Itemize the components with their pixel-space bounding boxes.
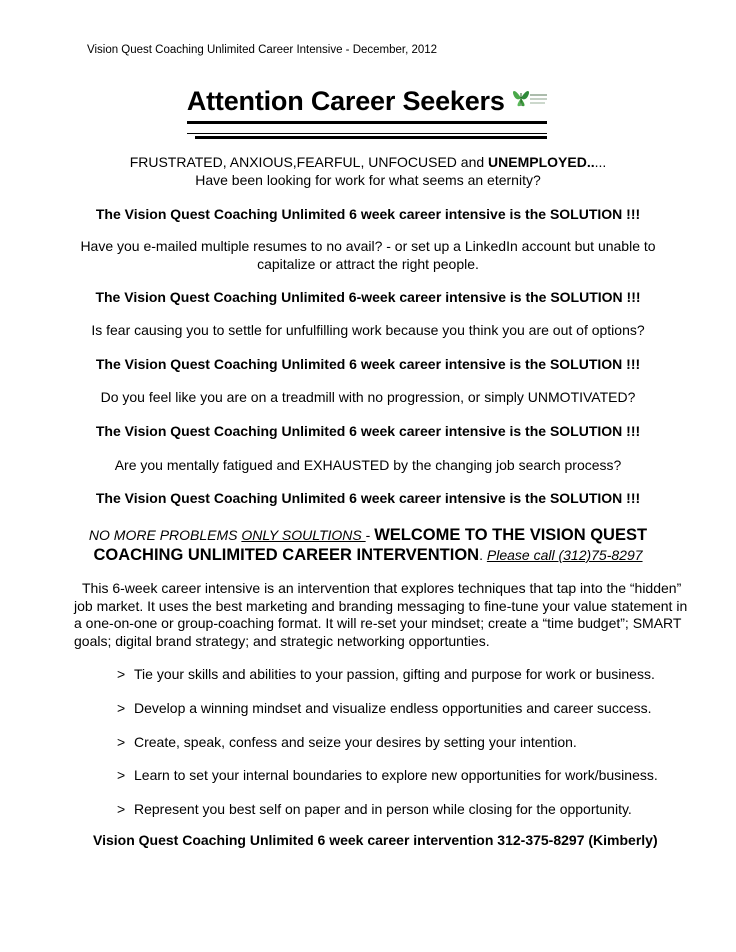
bullet-marker: >: [117, 801, 126, 817]
title-row: [0, 86, 736, 117]
bullet-item: [117, 665, 655, 683]
bullet-text: Create, speak, confess and seize your desires by setting your intention.: [134, 734, 577, 750]
welcome-heading-2: COACHING UNLIMITED CAREER INTERVENTION: [93, 546, 480, 564]
bullet-marker: >: [117, 666, 126, 682]
solution-statement-5: The Vision Quest Coaching Unlimited 6 week career intensive is the SOLUTION !!!: [95, 490, 641, 506]
bullet-text: Learn to set your internal boundaries to explore new opportunities for work/business.: [134, 767, 658, 783]
solution-statement-2: The Vision Quest Coaching Unlimited 6-week career intensive is the SOLUTION !!!: [95, 289, 641, 305]
bullet-item: [117, 766, 658, 784]
welcome-dash: -: [365, 527, 375, 543]
bullet-item: [117, 800, 632, 818]
question-2-line-1: Have you e-mailed multiple resumes to no avail? - or set up a LinkedIn account but unable to: [80, 238, 656, 254]
bullet-text: Tie your skills and abilities to your passion, gifting and purpose for work or business.: [134, 666, 655, 682]
question-5: Are you mentally fatigued and EXHAUSTED by the changing job search process?: [114, 457, 622, 473]
only-solutions-text: ONLY SOULTIONS: [241, 527, 366, 543]
welcome-line-2: [40, 545, 696, 565]
intro-ellipsis: ...: [594, 154, 607, 170]
intro-line-2: Have been looking for work for what seems an eternity?: [195, 172, 541, 188]
footer-contact: Vision Quest Coaching Unlimited 6 week career intervention 312-375-8297 (Kimberly): [93, 832, 658, 848]
welcome-period: .: [479, 547, 487, 563]
title-rule-bottom: [195, 136, 547, 139]
bullet-marker: >: [117, 734, 126, 750]
solution-statement-4: The Vision Quest Coaching Unlimited 6 week career intensive is the SOLUTION !!!: [95, 423, 641, 439]
butterfly-logo-icon: [511, 85, 549, 111]
solution-statement-3: The Vision Quest Coaching Unlimited 6 week career intensive is the SOLUTION !!!: [95, 356, 641, 372]
page-header: Vision Quest Coaching Unlimited Career Intensive - December, 2012: [87, 44, 438, 56]
title-rule-top: [187, 121, 547, 124]
question-2-line-2: capitalize or attract the right people.: [257, 256, 479, 272]
bullet-text: Represent you best self on paper and in person while closing for the opportunity.: [134, 801, 632, 817]
welcome-line-1: [40, 525, 696, 545]
bullet-item: [117, 733, 577, 751]
bullet-item: [117, 699, 652, 717]
call-phone-link[interactable]: Please call (312)75-8297: [486, 547, 643, 563]
intro-normal-text: FRUSTRATED, ANXIOUS,FEARFUL, UNFOCUSED and: [129, 154, 489, 170]
bullet-text: Develop a winning mindset and visualize endless opportunities and career success.: [134, 700, 652, 716]
title-rule-middle: [187, 133, 547, 134]
description-paragraph: This 6-week career intensive is an intervention that explores techniques that tap into the “hidden” job market. It uses the best marketing and branding messaging to fine-tune your value statement in a one-on-one or group-coaching format. It will re-set your mindset; create a “time budget”; SMART goals; digital brand strategy; and strategic networking opportunties.: [74, 580, 688, 649]
intro-bold-text: UNEMPLOYED..: [488, 154, 595, 170]
page-title: Attention Career Seekers: [186, 86, 505, 116]
intro-line-1: [40, 153, 696, 171]
no-more-problems-text: NO MORE PROBLEMS: [88, 527, 242, 543]
bullet-marker: >: [117, 767, 126, 783]
bullet-marker: >: [117, 700, 126, 716]
solution-statement-1: The Vision Quest Coaching Unlimited 6 week career intensive is the SOLUTION !!!: [95, 206, 641, 222]
welcome-heading-1: WELCOME TO THE VISION QUEST: [374, 526, 648, 544]
question-3: Is fear causing you to settle for unfulfilling work because you think you are out of options?: [91, 322, 645, 338]
question-4: Do you feel like you are on a treadmill with no progression, or simply UNMOTIVATED?: [100, 389, 636, 405]
